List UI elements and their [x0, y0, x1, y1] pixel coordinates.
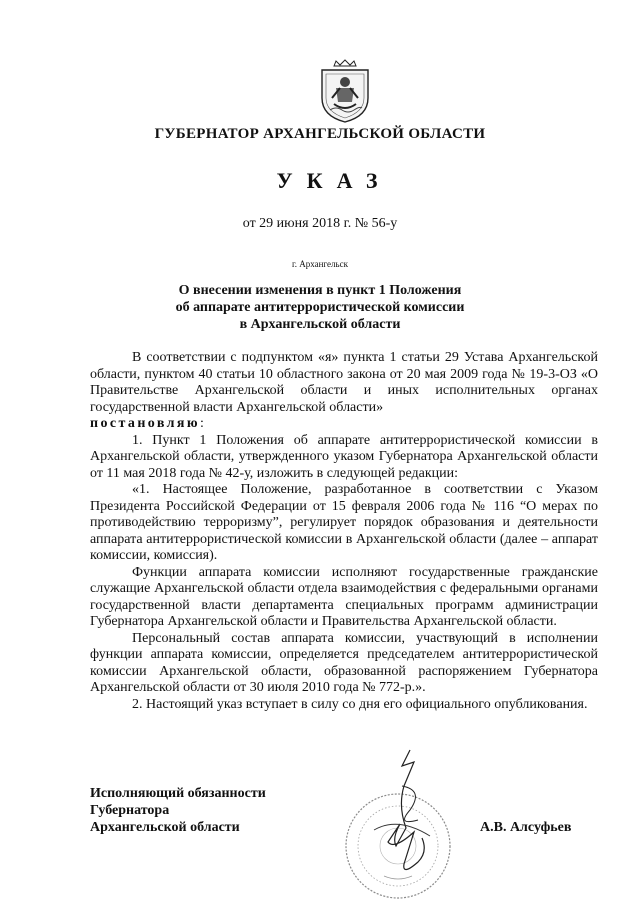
date-and-number: от 29 июня 2018 г. № 56-у — [242, 216, 398, 231]
signatory-title-line: Губернатора — [90, 803, 170, 818]
place-of-issue: г. Архангельск — [292, 259, 348, 269]
decree-subject — [0, 282, 640, 333]
subject-line: об аппарате антитеррористической комиссии — [175, 300, 465, 315]
resolve-colon: : — [199, 416, 204, 431]
resolution-line — [90, 416, 598, 433]
signatory-title — [90, 785, 266, 836]
signatory-name: А.В. Алсуфьев — [480, 820, 572, 835]
resolve-word: постановляю — [90, 416, 200, 431]
document-type: УКАЗ — [276, 168, 392, 193]
issuing-authority: ГУБЕРНАТОР АРХАНГЕЛЬСКОЙ ОБЛАСТИ — [154, 126, 486, 142]
signatory-title-line: Исполняющий обязанности — [90, 786, 266, 801]
decree-body — [90, 350, 598, 713]
item-2-paragraph: 2. Настоящий указ вступает в силу со дня его официального опубликования. — [132, 696, 588, 712]
subject-line: О внесении изменения в пункт 1 Положения — [178, 283, 462, 298]
quoted-paragraph-1: «1. Настоящее Положение, разработанное в соответствии с Указом Президента Российской Федерации от 15 февраля 2006 года № 116 “О мерах по противодействию терроризму”, регулирует порядок образования и деятельности аппарата антитеррористической комиссии в Архангельской области (далее – аппарат комиссии, комиссия). — [90, 482, 598, 563]
subject-line: в Архангельской области — [239, 317, 401, 332]
quoted-paragraph-3: Персональный состав аппарата комиссии, участвующий в исполнении функции аппарата комиссии, определяется председателем антитеррористической комиссии Архангельской области, образованной распоряжением Губернатора Архангельской области от 30 июля 2010 года № 772-р.». — [90, 630, 598, 695]
preamble-paragraph: В соответствии с подпунктом «я» пункта 1 статьи 29 Устава Архангельской области, пунктом 40 статьи 10 областного закона от 20 мая 2009 года № 19-3-ОЗ «О Правительстве Архангельской области и иных исполнительных органах государственной власти Архангельской области» — [90, 350, 598, 415]
item-1-paragraph: 1. Пункт 1 Положения об аппарате антитеррористической комиссии в Архангельской области, утвержденного указом Губернатора Архангельской области от 11 мая 2018 года № 42-у, изложить в следующей редакции: — [90, 432, 598, 481]
signatory-title-line: Архангельской области — [90, 820, 240, 835]
quoted-paragraph-2: Функции аппарата комиссии исполняют государственные гражданские служащие Архангельской области отдела взаимодействия с федеральными органами государственной власти департамента специальных программ администрации Губернатора Архангельской области и Правительства Архангельской области. — [90, 564, 598, 629]
coat-of-arms-emblem — [316, 58, 374, 124]
official-seal-and-signature — [344, 746, 464, 906]
